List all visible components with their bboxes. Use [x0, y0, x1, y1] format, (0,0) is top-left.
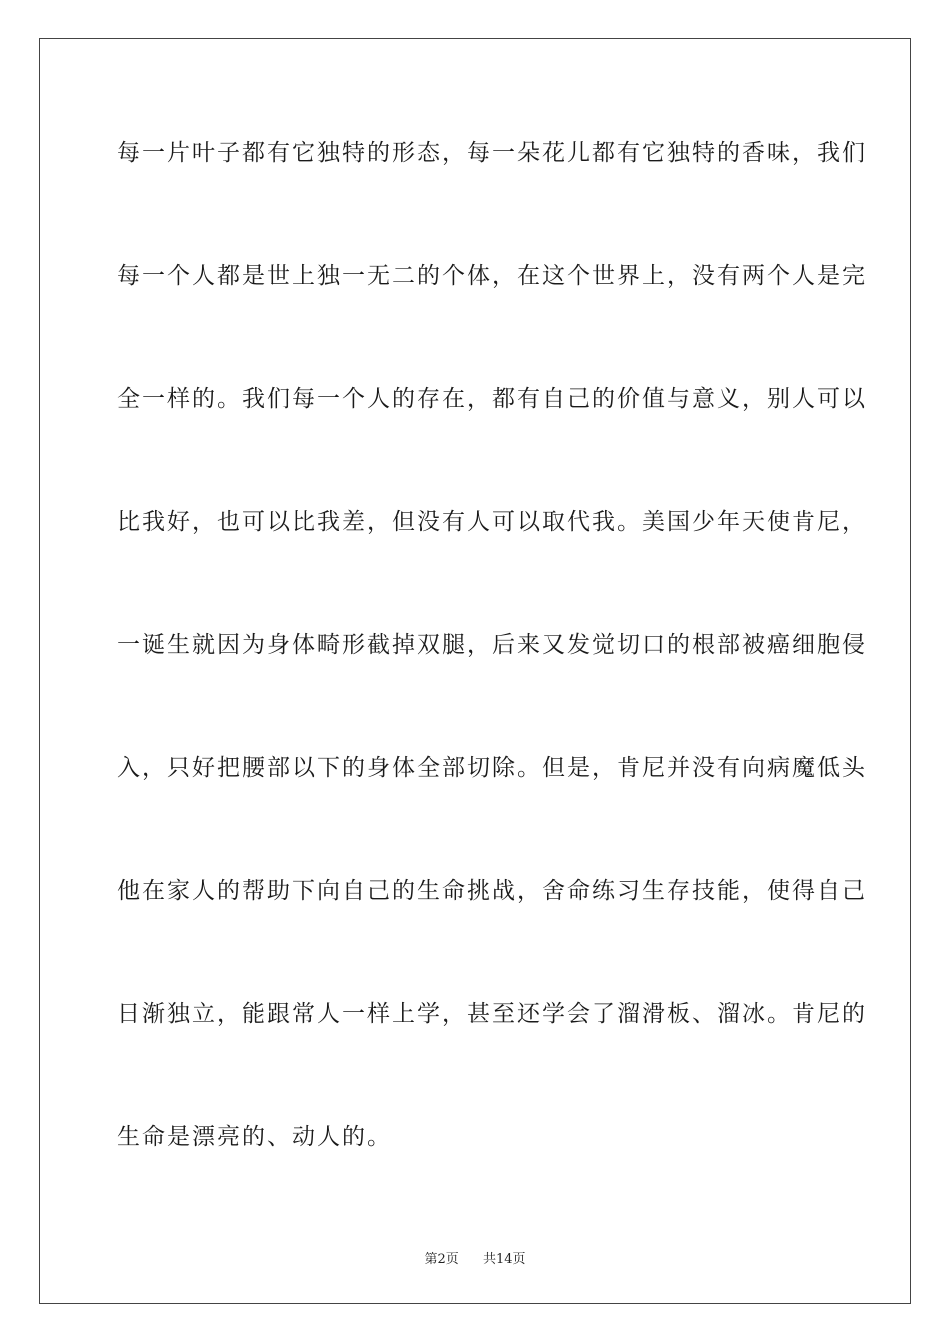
text-line: 生命是漂亮的、动人的。 — [117, 1124, 392, 1150]
text-line: 日渐独立，能跟常人一样上学，甚至还学会了溜滑板、溜冰。肯尼的 — [117, 1001, 867, 1027]
body-text — [117, 134, 867, 1241]
text-line: 一诞生就因为身体畸形截掉双腿，后来又发觉切口的根部被癌细胞侵 — [117, 632, 867, 658]
page-number: 第2页 — [424, 1252, 459, 1267]
text-line: 入，只好把腰部以下的身体全部切除。但是，肯尼并没有向病魔低头 — [117, 755, 867, 781]
text-line: 比我好，也可以比我差，但没有人可以取代我。美国少年天使肯尼， — [117, 509, 867, 535]
text-line: 每一片叶子都有它独特的形态，每一朵花儿都有它独特的香味，我们 — [117, 140, 867, 166]
text-line: 全一样的。我们每一个人的存在，都有自己的价值与意义，别人可以 — [117, 386, 867, 412]
text-line: 他在家人的帮助下向自己的生命挑战，舍命练习生存技能，使得自己 — [117, 878, 867, 904]
text-line: 每一个人都是世上独一无二的个体，在这个世界上，没有两个人是完 — [117, 263, 867, 289]
page-total: 共14页 — [483, 1252, 526, 1267]
page-footer — [0, 1248, 950, 1267]
